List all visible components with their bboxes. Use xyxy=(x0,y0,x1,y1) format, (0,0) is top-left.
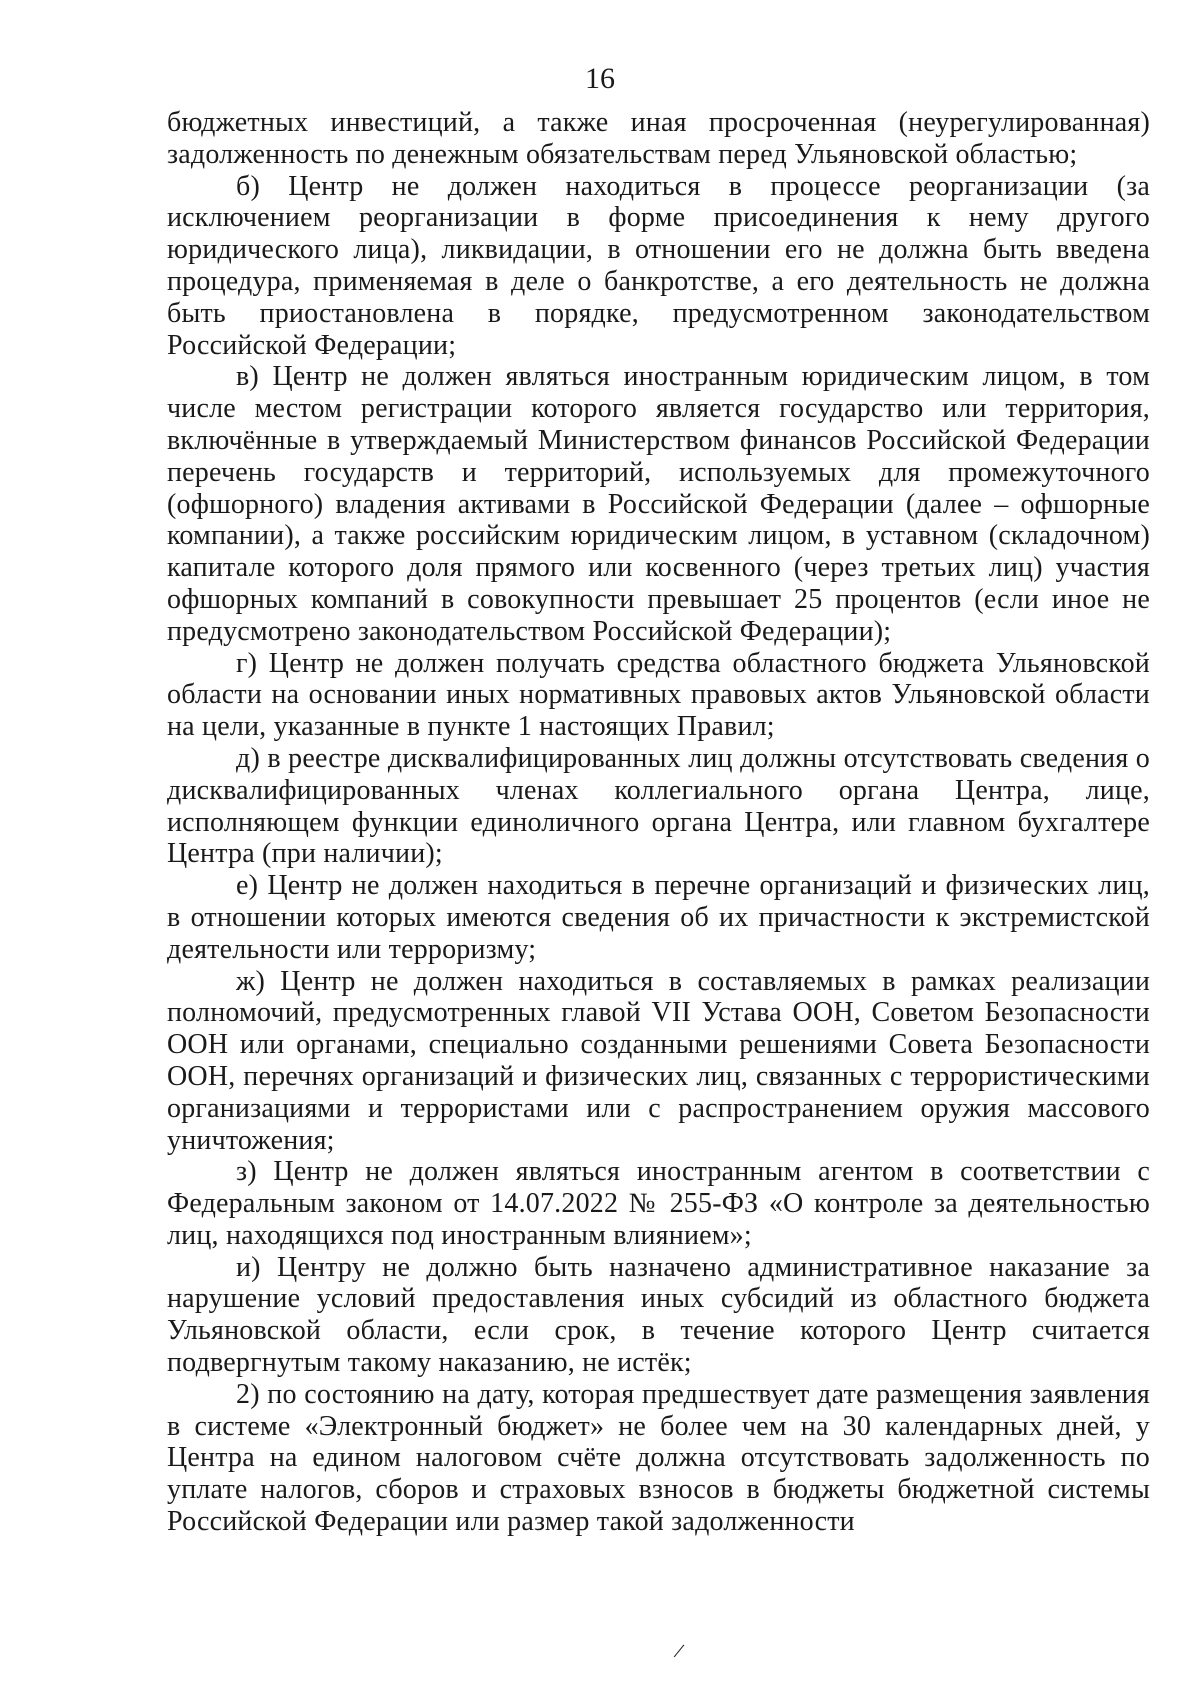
paragraph-item-i: и) Центру не должно быть назначено административное наказание за нарушение условий предоставления иных субсидий из областного бюджета Ульяновской области, если срок, в течение которого Центр считается подвергнутым такому наказанию, не истёк; xyxy=(167,1251,1150,1379)
paragraph-item-e: е) Центр не должен находиться в перечне организаций и физических лиц, в отношении которых имеются сведения об их причастности к экстремистской деятельности или терроризму; xyxy=(167,870,1150,965)
page-number: 16 xyxy=(585,62,615,95)
paragraph-item-2: 2) по состоянию на дату, которая предшествует дате размещения заявления в системе «Электронный бюджет» не более чем на 30 календарных дней, у Центра на едином налоговом счёте должна отсутствовать задолженность по уплате налогов, сборов и страховых взносов в бюджеты бюджетной системы Российской Федерации или размер такой задолженности xyxy=(167,1378,1150,1538)
paragraph-continuation: бюджетных инвестиций, а также иная просроченная (неурегулированная) задолженность по денежным обязательствам перед Ульяновской областью; xyxy=(167,107,1150,170)
paragraph-item-zh: ж) Центр не должен находиться в составляемых в рамках реализации полномочий, предусмотренных главой VII Устава ООН, Советом Безопасности ООН или органами, специально созданными решениями Совета Безопасности ООН, перечнях организаций и физических лиц, связанных с террористическими организациями и террористами или с распространением оружия массового уничтожения; xyxy=(167,965,1150,1156)
paragraph-item-v: в) Центр не должен являться иностранным юридическим лицом, в том числе местом регистрации которого является государство или территория, включённые в утверждаемый Министерством финансов Российской Федерации перечень государств и территорий, используемых для промежуточного (офшорного) владения активами в Российской Федерации (далее – офшорные компании), а также российским юридическим лицом, в уставном (складочном) капитале которого доля прямого или косвенного (через третьих лиц) участия офшорных компаний в совокупности превышает 25 процентов (если иное не предусмотрено законодательством Российской Федерации); xyxy=(167,361,1150,647)
paragraph-item-b: б) Центр не должен находиться в процессе реорганизации (за исключением реорганизации в форме присоединения к нему другого юридического лица), ликвидации, в отношении его не должна быть введена процедура, применяемая в деле о банкротстве, а его деятельность не должна быть приостановлена в порядке, предусмотренном законодательством Российской Федерации; xyxy=(167,170,1150,361)
scan-artifact-mark: / xyxy=(672,1637,687,1664)
document-body xyxy=(167,107,1150,1538)
paragraph-item-d: д) в реестре дисквалифицированных лиц должны отсутствовать сведения о дисквалифицированных членах коллегиального органа Центра, лице, исполняющем функции единоличного органа Центра, или главном бухгалтере Центра (при наличии); xyxy=(167,742,1150,870)
paragraph-item-g: г) Центр не должен получать средства областного бюджета Ульяновской области на основании иных нормативных правовых актов Ульяновской области на цели, указанные в пункте 1 настоящих Правил; xyxy=(167,647,1150,743)
paragraph-item-z: з) Центр не должен являться иностранным агентом в соответствии с Федеральным законом от 14.07.2022 № 255-ФЗ «О контроле за деятельностью лиц, находящихся под иностранным влиянием»; xyxy=(167,1156,1150,1251)
